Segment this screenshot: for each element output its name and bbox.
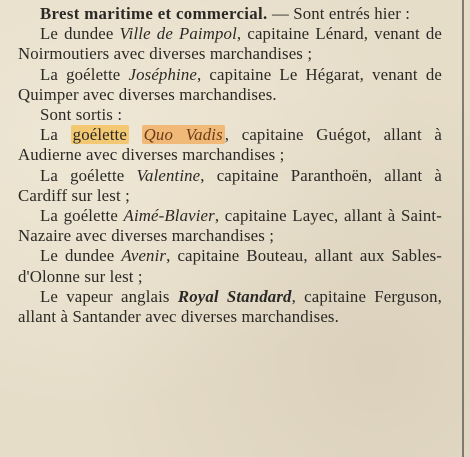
entry-text: La goélette	[40, 64, 129, 84]
ship-name: Valentine	[136, 165, 201, 185]
intro-text: — Sont entrés hier :	[267, 4, 411, 23]
ship-name: Royal Standard	[177, 286, 292, 306]
highlighted-word[interactable]: goélette	[72, 125, 127, 145]
entry-avenir	[18, 246, 442, 286]
entry-text: , capitaine Ferguson, allant à Santander avec diverses marchandises.	[18, 286, 442, 327]
entry-text: La	[40, 125, 71, 145]
entry-text: , capitaine Paranthoën, allant à Cardiff sur lest ;	[18, 165, 442, 205]
highlighted-ship-name[interactable]: Quo Vadis	[143, 125, 223, 145]
entry-text: La goélette	[40, 206, 124, 226]
article-intro	[18, 4, 442, 24]
column-rule	[462, 0, 464, 457]
ship-name: Ville de Paimpol	[119, 24, 237, 44]
entry-text: La goélette	[40, 165, 137, 185]
entry-quo-vadis	[18, 125, 442, 165]
entry-josephine	[18, 65, 442, 105]
ship-name: Joséphine	[128, 64, 197, 84]
entry-text: , capitaine Guégot, allant à Audierne avec diverses marchandises ;	[18, 125, 442, 165]
entry-text: , capitaine Le Hégarat, venant de Quimper avec diverses marchandises.	[18, 64, 442, 104]
entry-text: , capitaine Lénard, venant de Noirmoutiers avec diverses marchandises ;	[18, 24, 443, 64]
entry-text: , capitaine Bouteau, allant aux Sables-d'Olonne sur lest ;	[18, 246, 442, 286]
ship-name: Aimé-Blavier	[123, 206, 215, 226]
entry-text: Le dundee	[40, 246, 122, 266]
shipping-news-article	[18, 4, 442, 327]
entry-text: Le vapeur anglais	[40, 286, 178, 306]
entry-text: , capitaine Layec, allant à Saint-Nazaire avec diverses marchandises ;	[18, 206, 442, 246]
entry-ville-de-paimpol	[18, 24, 442, 64]
entry-aime-blavier	[18, 206, 442, 246]
ship-name: Avenir	[121, 246, 167, 266]
departures-heading: Sont sortis :	[40, 105, 123, 125]
entry-text: Le dundee	[40, 24, 120, 44]
entry-text	[129, 125, 142, 144]
entry-valentine	[18, 166, 442, 206]
article-headline: Brest maritime et commercial.	[40, 4, 268, 23]
entry-royal-standard	[18, 287, 442, 327]
